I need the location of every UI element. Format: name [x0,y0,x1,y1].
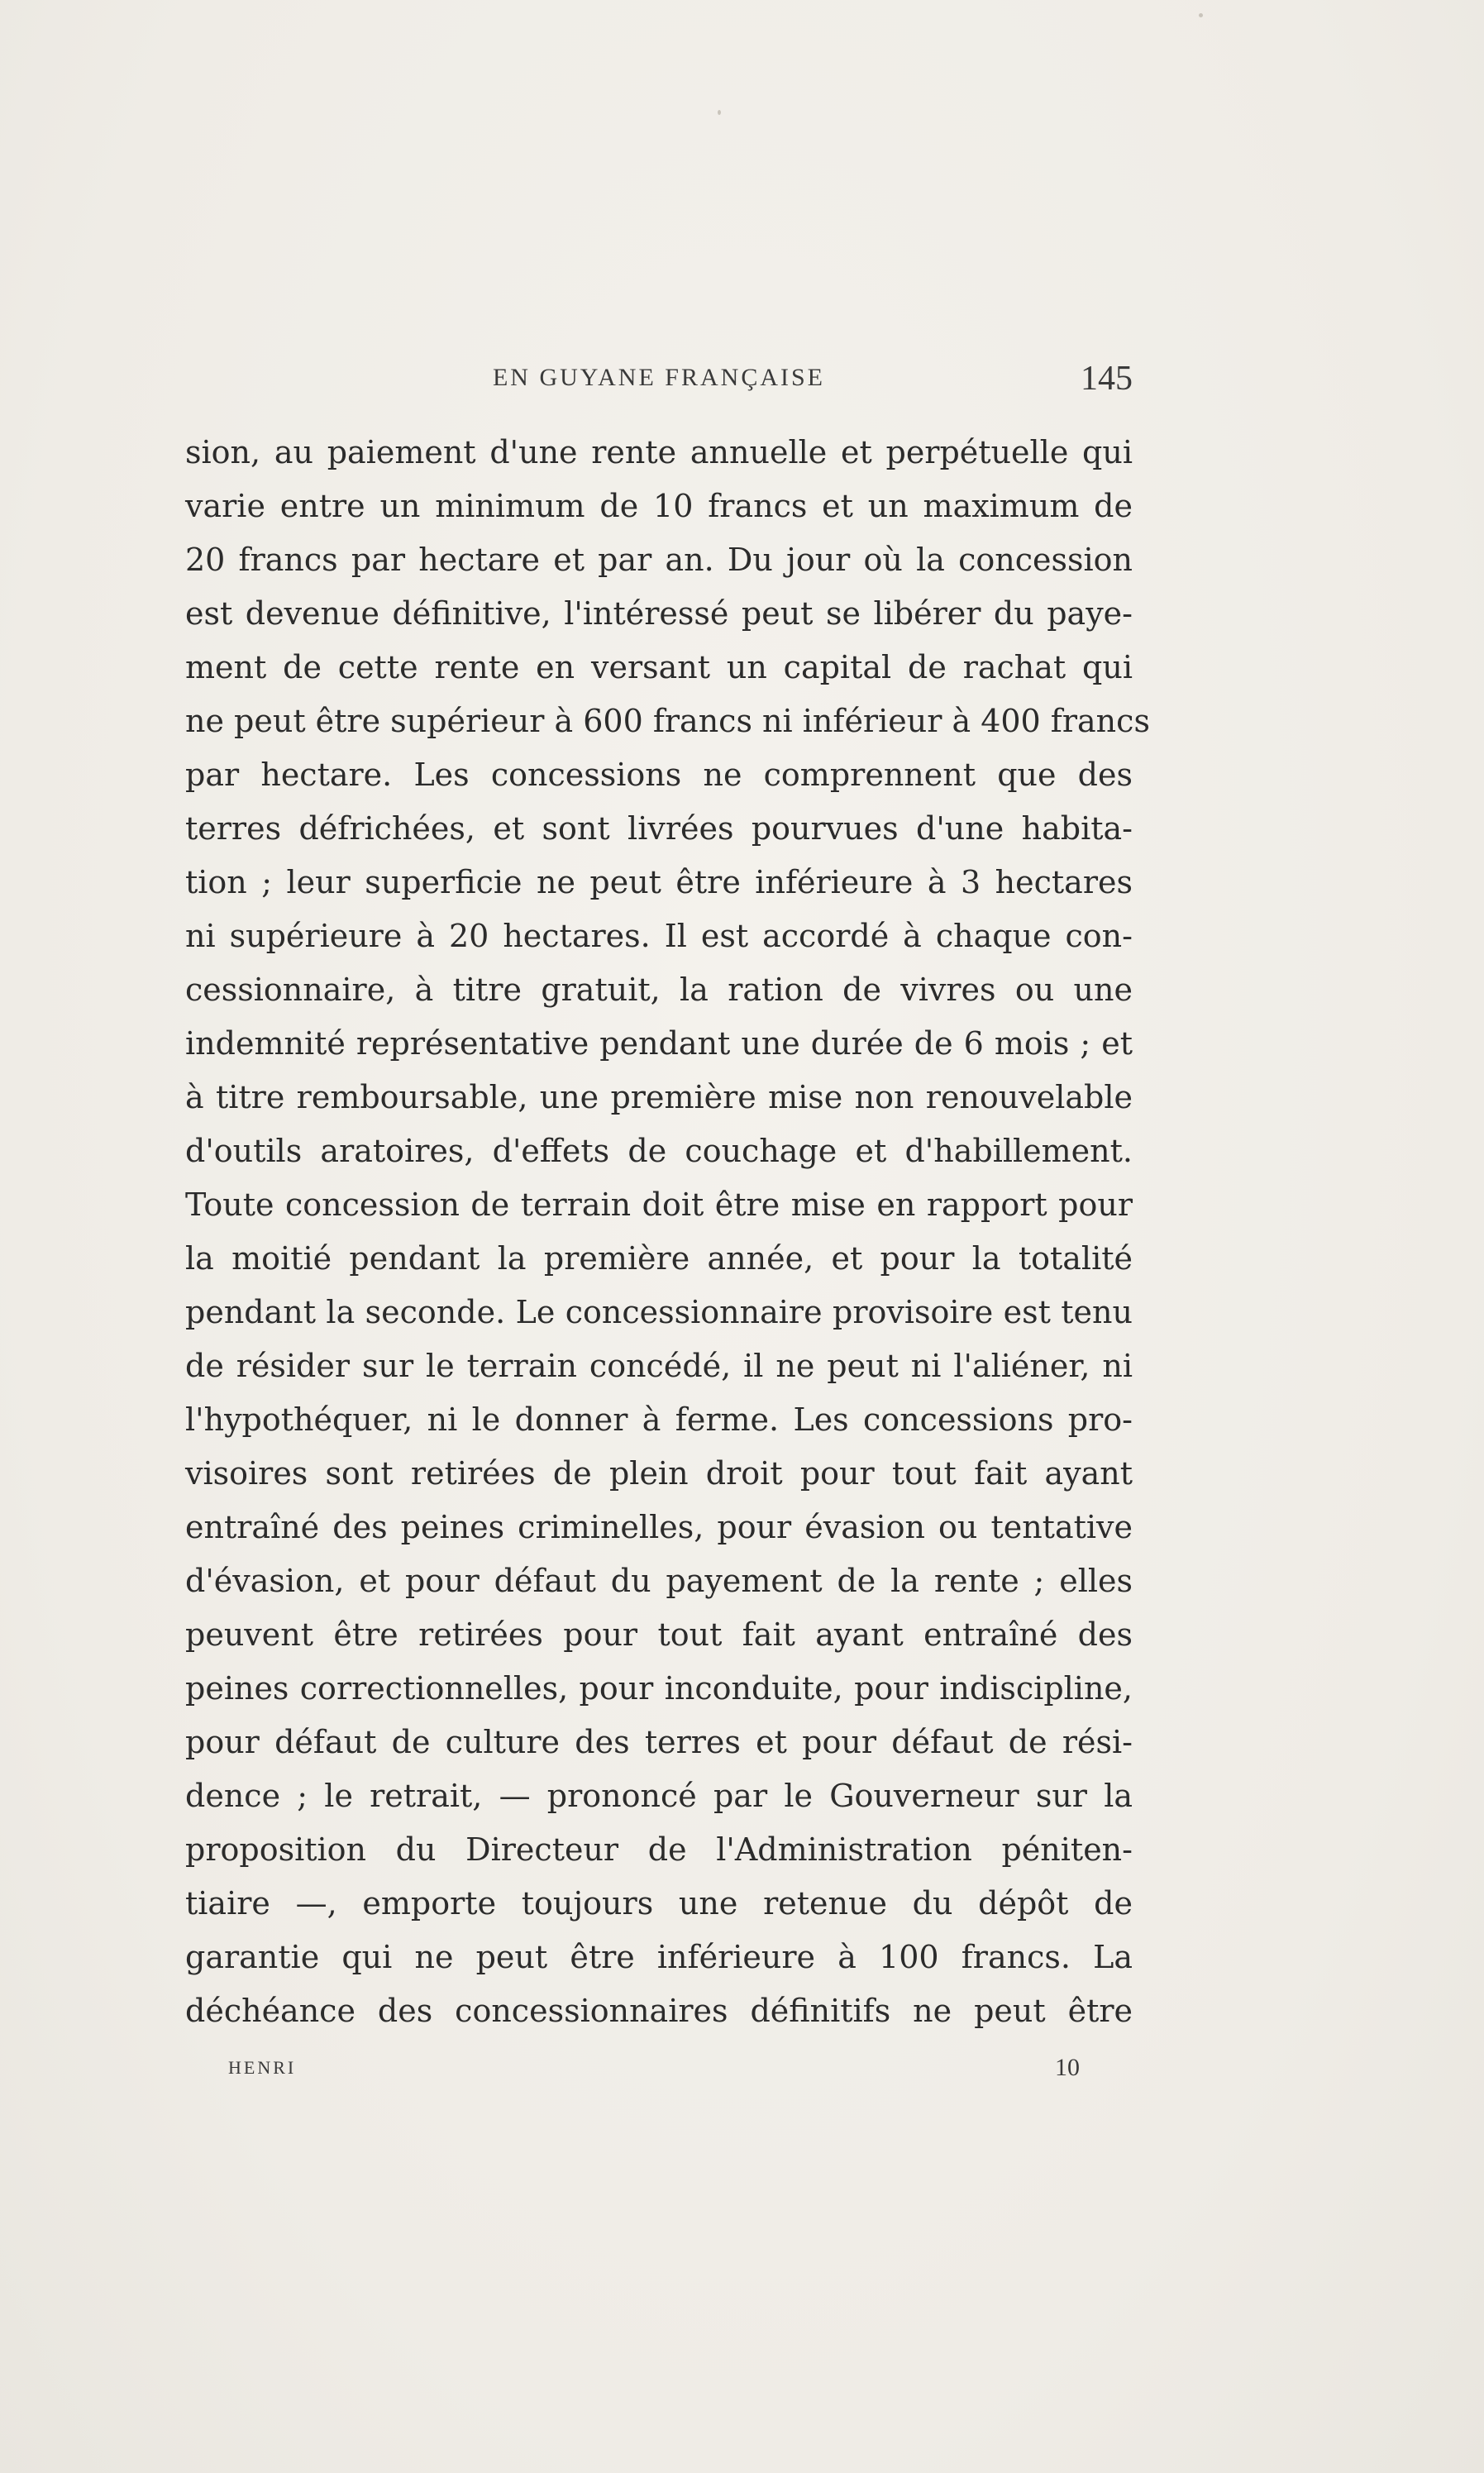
page-header [185,360,1133,400]
text-line: 20 francs par hectare et par an. Du jour où la concession [185,542,1133,578]
text-line: cessionnaire, à titre gratuit, la ration de vivres ou une [185,972,1133,1008]
text-line: entraîné des peines criminelles, pour évasion ou tentative [185,1509,1133,1545]
text-line: par hectare. Les concessions ne comprennent que des [185,757,1133,793]
page-number: 145 [1081,360,1133,398]
text-line: d'outils aratoires, d'effets de couchage et d'habillement. [185,1133,1133,1169]
text-line: est devenue définitive, l'intéressé peut se libérer du paye- [185,595,1133,632]
body-text [185,426,1150,2038]
text-line: proposition du Directeur de l'Administration péniten- [185,1831,1133,1868]
text-line: à titre remboursable, une première mise non renouvelable [185,1079,1133,1115]
text-line: tion ; leur superficie ne peut être inférieure à 3 hectares [185,864,1133,900]
text-line: garantie qui ne peut être inférieure à 100 francs. La [185,1939,1133,1975]
paper-speck [718,110,721,115]
running-title: EN GUYANE FRANÇAISE [492,364,825,391]
text-line: ne peut être supérieur à 600 francs ni inférieur à 400 francs [185,703,1150,739]
text-line: visoires sont retirées de plein droit pour tout fait ayant [185,1455,1133,1492]
paper-speck [1199,13,1203,17]
text-line: pour défaut de culture des terres et pour défaut de rési- [185,1724,1133,1760]
text-line: peines correctionnelles, pour inconduite, pour indiscipline, [185,1670,1133,1707]
text-line: varie entre un minimum de 10 francs et un maximum de [185,488,1133,524]
text-line: dence ; le retrait, — prononcé par le Gouverneur sur la [185,1778,1133,1814]
text-line: indemnité représentative pendant une durée de 6 mois ; et [185,1025,1133,1062]
text-line: déchéance des concessionnaires définitifs ne peut être [185,1993,1133,2029]
text-line: sion, au paiement d'une rente annuelle et perpétuelle qui [185,434,1133,470]
text-line: la moitié pendant la première année, et pour la totalité [185,1240,1133,1277]
sheet-number: 10 [1055,2054,1080,2081]
text-line: l'hypothéquer, ni le donner à ferme. Les concessions pro- [185,1401,1133,1438]
printer-signature: HENRI [228,2057,297,2078]
text-line: d'évasion, et pour défaut du payement de la rente ; elles [185,1563,1133,1599]
text-line: ni supérieure à 20 hectares. Il est accordé à chaque con- [185,918,1133,954]
text-line: Toute concession de terrain doit être mise en rapport pour [185,1186,1133,1223]
text-line: terres défrichées, et sont livrées pourvues d'une habita- [185,810,1133,847]
page-footer [228,2054,1080,2090]
text-line: peuvent être retirées pour tout fait ayant entraîné des [185,1616,1133,1653]
text-line: pendant la seconde. Le concessionnaire provisoire est tenu [185,1294,1133,1330]
text-line: de résider sur le terrain concédé, il ne peut ni l'aliéner, ni [185,1348,1133,1384]
text-line: tiaire —, emporte toujours une retenue du dépôt de [185,1885,1133,1922]
text-line: ment de cette rente en versant un capital de rachat qui [185,649,1133,685]
